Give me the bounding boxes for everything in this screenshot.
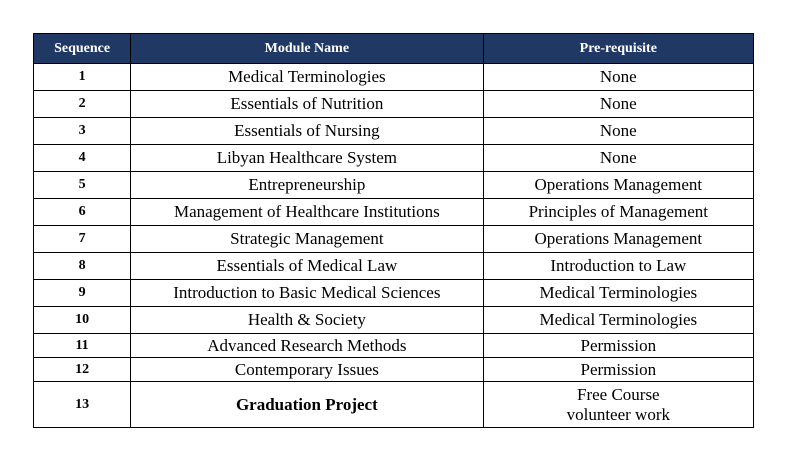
module-name-cell: Essentials of Nursing: [131, 118, 483, 145]
table-row: [34, 253, 754, 280]
sequence-cell: 13: [34, 382, 131, 428]
prerequisite-cell: Operations Management: [483, 172, 753, 199]
sequence-cell: 8: [34, 253, 131, 280]
table-row: [34, 226, 754, 253]
table-row: [34, 199, 754, 226]
sequence-cell: 6: [34, 199, 131, 226]
table-row: [34, 280, 754, 307]
table-body: [34, 64, 754, 428]
module-name-cell: Contemporary Issues: [131, 358, 483, 382]
header-prerequisite: Pre-requisite: [483, 34, 753, 64]
prerequisite-cell: None: [483, 145, 753, 172]
table-row: [34, 91, 754, 118]
header-row: [34, 34, 754, 64]
sequence-cell: 10: [34, 307, 131, 334]
module-name-cell: Strategic Management: [131, 226, 483, 253]
prerequisite-cell: Medical Terminologies: [483, 307, 753, 334]
module-name-cell: Graduation Project: [131, 382, 483, 428]
module-name-cell: Medical Terminologies: [131, 64, 483, 91]
module-name-cell: Health & Society: [131, 307, 483, 334]
sequence-cell: 11: [34, 334, 131, 358]
sequence-cell: 12: [34, 358, 131, 382]
module-name-cell: Libyan Healthcare System: [131, 145, 483, 172]
table-row: [34, 145, 754, 172]
sequence-cell: 1: [34, 64, 131, 91]
table-row: [34, 334, 754, 358]
prerequisite-cell: None: [483, 91, 753, 118]
prerequisite-line-1: Free Course: [576, 384, 660, 404]
header-module-name: Module Name: [131, 34, 483, 64]
sequence-cell: 9: [34, 280, 131, 307]
sequence-cell: 2: [34, 91, 131, 118]
prerequisite-cell: None: [483, 118, 753, 145]
module-name-cell: Advanced Research Methods: [131, 334, 483, 358]
table-row: [34, 382, 754, 428]
prerequisite-line-2: volunteer work: [566, 404, 670, 424]
header-sequence: Sequence: [34, 34, 131, 64]
table-row: [34, 64, 754, 91]
table-row: [34, 358, 754, 382]
sequence-cell: 5: [34, 172, 131, 199]
module-name-cell: Essentials of Medical Law: [131, 253, 483, 280]
sequence-cell: 4: [34, 145, 131, 172]
table-row: [34, 172, 754, 199]
table-row: [34, 118, 754, 145]
module-name-cell: Introduction to Basic Medical Sciences: [131, 280, 483, 307]
prerequisite-cell: Operations Management: [483, 226, 753, 253]
module-name-cell: Management of Healthcare Institutions: [131, 199, 483, 226]
module-name-cell: Essentials of Nutrition: [131, 91, 483, 118]
table-row: [34, 307, 754, 334]
table-header: [34, 34, 754, 64]
prerequisite-cell: Permission: [483, 358, 753, 382]
prerequisite-cell: Permission: [483, 334, 753, 358]
sequence-cell: 7: [34, 226, 131, 253]
prerequisite-cell: Introduction to Law: [483, 253, 753, 280]
prerequisite-cell: Principles of Management: [483, 199, 753, 226]
prerequisite-cell: Medical Terminologies: [483, 280, 753, 307]
module-name-cell: Entrepreneurship: [131, 172, 483, 199]
prerequisite-cell: [483, 382, 753, 428]
modules-table: [33, 33, 754, 428]
prerequisite-cell: None: [483, 64, 753, 91]
sequence-cell: 3: [34, 118, 131, 145]
